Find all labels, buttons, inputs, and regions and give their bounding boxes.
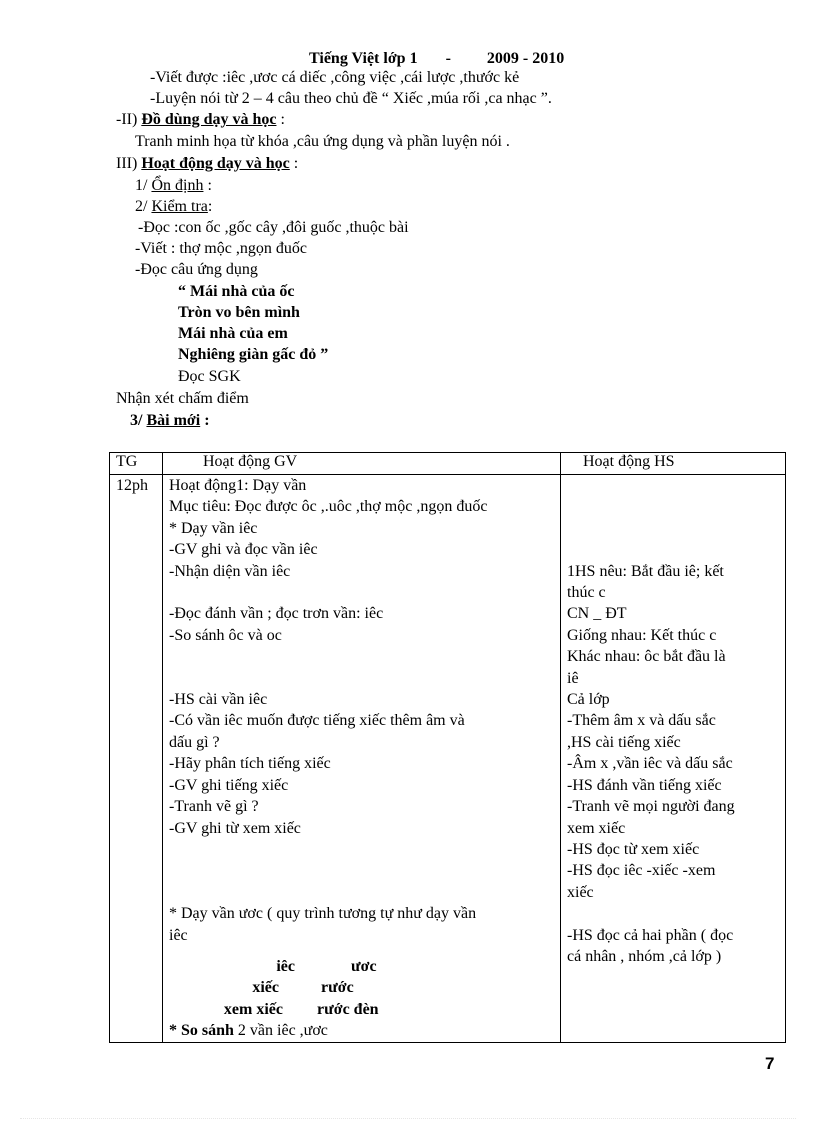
table-row [110, 475, 786, 1043]
vocab-row [169, 999, 560, 1020]
list-item: Khác nhau: ôc bắt đầu là [567, 648, 726, 666]
step-1 [135, 176, 212, 196]
list-item: -Hãy phân tích tiếng xiếc [169, 755, 331, 773]
check-line-1: -Đọc :con ốc ,gốc cây ,đôi guốc ,thuộc bài [138, 219, 409, 236]
header-student [561, 453, 786, 475]
school-year: 2009 - 2010 [486, 50, 565, 67]
list-item: * Dạy vần ươc ( quy trình tương tự như dạy vần [169, 905, 477, 923]
list-item [169, 646, 560, 667]
header-student-label: Hoạt động HS [583, 453, 675, 470]
section-3-heading [116, 154, 298, 174]
list-item: dấu gì ? [169, 733, 220, 751]
student-lines [567, 475, 785, 967]
list-item [169, 860, 560, 881]
title-text: Tiếng Việt lớp 1 [309, 50, 418, 67]
list-item: Giống nhau: Kết thúc c [567, 626, 717, 644]
list-item: -Thêm âm x và dấu sắc [567, 712, 716, 730]
step-3 [130, 411, 210, 431]
teacher-activity-cell [163, 475, 561, 1043]
compare-rest: 2 vần iêc ,ươc [233, 1022, 328, 1040]
list-item: -Tranh vẽ mọi người đang [567, 798, 735, 816]
footer-divider [20, 1118, 796, 1119]
step-2 [135, 197, 212, 217]
step-3-prefix: 3/ [130, 412, 147, 429]
section-3-suffix: : [289, 155, 299, 172]
list-item: 1HS nêu: Bắt đầu iê; kết [567, 562, 724, 580]
student-activity-cell [561, 475, 786, 1043]
list-item: -Âm x ,vần iêc và dấu sắc [567, 755, 733, 773]
header-teacher [163, 453, 561, 475]
list-item [169, 668, 560, 689]
list-item: CN _ ĐT [567, 605, 627, 623]
header-time: TG [110, 453, 163, 475]
poem-line-3: Mái nhà của em [178, 325, 288, 342]
step-2-prefix: 2/ [135, 198, 152, 215]
page-number: 7 [765, 1054, 775, 1073]
poem-line-1: “ Mái nhà của ốc [178, 283, 295, 300]
list-item: thúc c [567, 584, 606, 602]
poem-line-2: Tròn vo bên mình [178, 304, 300, 321]
vocab-word: rước đèn [317, 1000, 379, 1018]
list-item: iêc [169, 926, 188, 944]
vocab-word: rước [321, 979, 354, 997]
vocab-word: xem xiếc [223, 1000, 283, 1018]
vocab-word: ươc [351, 957, 377, 975]
header-teacher-label: Hoạt động GV [203, 453, 298, 470]
compare-star: * [169, 1022, 181, 1040]
compare-bold: So sánh [181, 1022, 234, 1040]
vocab-row [169, 956, 560, 977]
read-sgk: Đọc SGK [178, 368, 241, 385]
step-3-title: Bài mới [146, 412, 201, 429]
step-3-suffix: : [200, 412, 210, 429]
list-item: Mục tiêu: Đọc được ôc ,.uôc ,thợ mộc ,ngọn đuốc [169, 498, 488, 516]
list-item: iê [567, 669, 579, 687]
step-1-prefix: 1/ [135, 177, 152, 194]
list-item: Hoạt động1: Dạy vần [169, 477, 307, 494]
check-line-2: -Viết : thợ mộc ,ngọn đuốc [135, 240, 307, 257]
compare-line [169, 1020, 560, 1041]
time-value: 12ph [116, 477, 148, 494]
time-cell [110, 475, 163, 1043]
section-2-heading [116, 110, 285, 130]
list-item: -Tranh vẽ gì ? [169, 798, 259, 816]
list-item: xiếc [567, 883, 594, 901]
step-2-title: Kiểm tra [151, 198, 208, 215]
step-1-title: Ổn định [151, 177, 204, 194]
table-header-row [110, 453, 786, 475]
list-item: -HS đọc cả hai phần ( đọc [567, 926, 734, 944]
vocab-word: xiếc [252, 979, 279, 997]
section-2-suffix: : [276, 111, 285, 128]
list-item [169, 882, 560, 903]
list-item: -GV ghi và đọc vần iêc [169, 541, 318, 559]
vocab-word: iêc [276, 957, 295, 975]
check-line-3: -Đọc câu ứng dụng [135, 261, 258, 278]
list-item: -HS cài vần iêc [169, 691, 268, 709]
section-3-prefix: III) [116, 155, 142, 172]
title-separator: - [445, 50, 451, 67]
list-item: xem xiếc [567, 819, 626, 837]
poem-line-4: Nghiêng giàn gấc đỏ ” [178, 346, 329, 363]
lesson-table [109, 452, 786, 1043]
list-item: -GV ghi tiếng xiếc [169, 776, 289, 794]
objective-1: -Viết được :iêc ,ươc cá diếc ,công việc ,cái lược ,thước kẻ [150, 69, 520, 86]
list-item [567, 539, 785, 560]
page-title [309, 49, 564, 69]
teacher-lines [169, 475, 560, 946]
list-item [567, 903, 785, 924]
assessment: Nhận xét chấm điểm [116, 390, 249, 407]
list-item [567, 496, 785, 517]
list-item: -HS đọc iêc -xiếc -xem [567, 862, 716, 880]
list-item: -GV ghi từ xem xiếc [169, 819, 301, 837]
list-item: -HS đọc từ xem xiếc [567, 840, 700, 858]
list-item: * Dạy vần iêc [169, 519, 258, 537]
list-item: Cả lớp [567, 691, 610, 709]
objective-2: -Luyện nói từ 2 – 4 câu theo chủ đề “ Xiếc ,múa rối ,ca nhạc ”. [150, 90, 552, 107]
list-item: -Có vần iêc muốn được tiếng xiếc thêm âm và [169, 712, 465, 730]
list-item: -HS đánh vần tiếng xiếc [567, 776, 722, 794]
section-2-prefix: -II) [116, 111, 142, 128]
list-item: cá nhân , nhóm ,cả lớp ) [567, 947, 722, 965]
list-item [169, 839, 560, 860]
list-item: -So sánh ôc và oc [169, 626, 282, 644]
section-2-title: Đồ dùng dạy và học [141, 111, 277, 128]
list-item [169, 582, 560, 603]
list-item [567, 475, 785, 496]
list-item [567, 518, 785, 539]
step-2-suffix: : [207, 198, 213, 215]
step-1-suffix: : [203, 177, 212, 194]
list-item: -Nhận diện vần iêc [169, 562, 291, 580]
list-item: ,HS cài tiếng xiếc [567, 733, 681, 751]
vocab-row [169, 977, 560, 998]
vocab-block [169, 946, 560, 1020]
section-3-title: Hoạt động dạy và học [141, 155, 290, 172]
list-item: -Đọc đánh vần ; đọc trơn vần: iêc [169, 605, 384, 623]
section-2-body: Tranh minh họa từ khóa ,câu ứng dụng và phần luyện nói . [135, 133, 510, 150]
